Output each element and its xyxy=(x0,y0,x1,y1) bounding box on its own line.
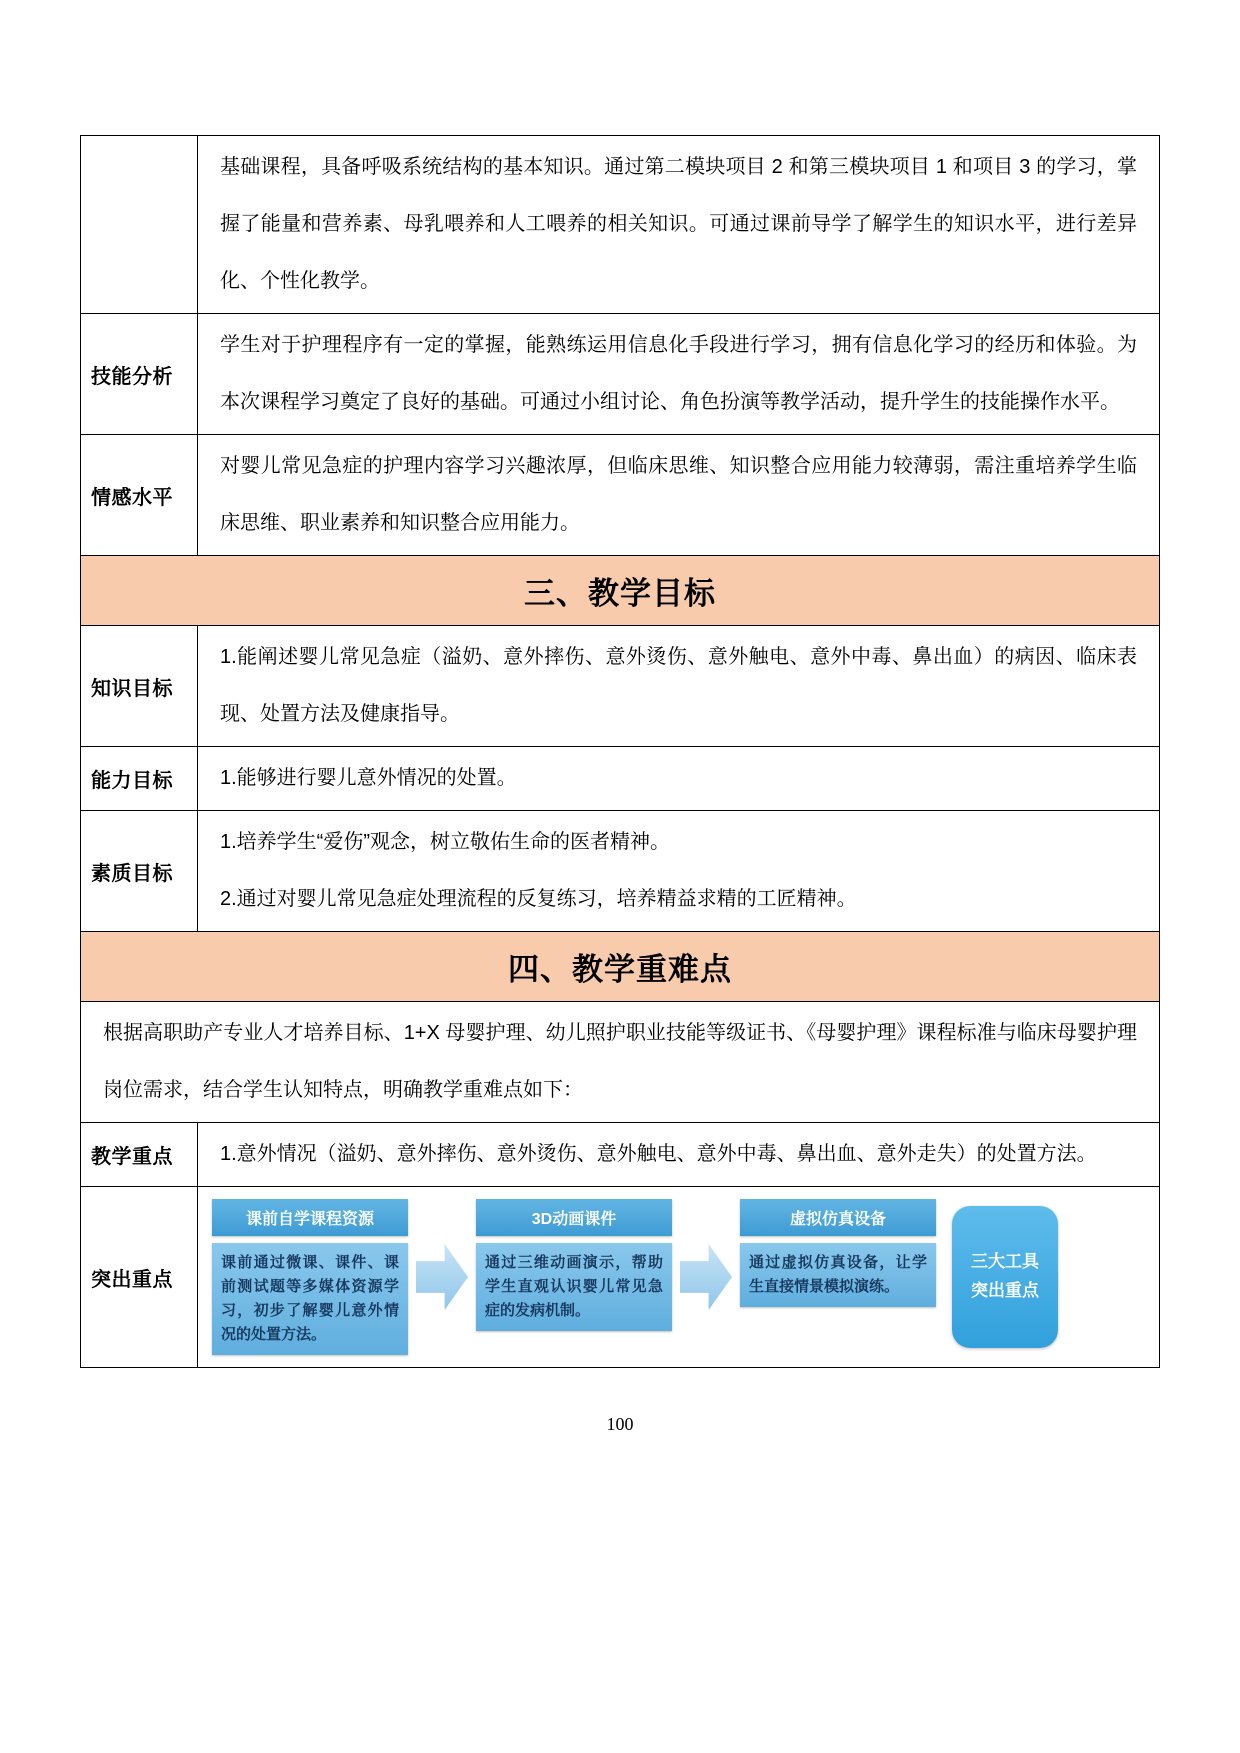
skill-analysis-text: 学生对于护理程序有一定的掌握，能熟练运用信息化手段进行学习，拥有信息化学习的经历和体验。为本次课程学习奠定了良好的基础。可通过小组讨论、角色扮演等教学活动，提升学生的技能操作水平。 xyxy=(198,314,1160,435)
three-tools-badge xyxy=(952,1206,1058,1348)
table-row-section4-header xyxy=(81,932,1160,1002)
row-label-highlight-key-point: 突出重点 xyxy=(81,1187,198,1368)
quality-goal-line-2: 2.通过对婴儿常见急症处理流程的反复练习，培养精益求精的工匠精神。 xyxy=(220,888,857,910)
section4-title: 四、教学重难点 xyxy=(81,932,1160,1002)
table-row-section3-header xyxy=(81,556,1160,626)
teaching-key-point-text: 1.意外情况（溢奶、意外摔伤、意外烫伤、意外触电、意外中毒、鼻出血、意外走失）的处置方法。 xyxy=(198,1123,1160,1187)
table-row-knowledge-goal xyxy=(81,626,1160,747)
lesson-plan-table xyxy=(80,135,1160,1368)
arrow-right-icon xyxy=(680,1244,732,1310)
three-tools-diagram xyxy=(212,1199,1145,1355)
knowledge-basis-text: 基础课程，具备呼吸系统结构的基本知识。通过第二模块项目 2 和第三模块项目 1 和项目 3 的学习，掌握了能量和营养素、母乳喂养和人工喂养的相关知识。可通过课前导学了解学生的知识水平，进行差异化、个性化教学。 xyxy=(198,136,1160,314)
row-label-empty xyxy=(81,136,198,314)
table-row-highlight-key-point xyxy=(81,1187,1160,1368)
badge-line-1: 三大工具 xyxy=(971,1252,1039,1272)
highlight-diagram-cell xyxy=(198,1187,1160,1368)
diagram-step-1 xyxy=(212,1199,408,1355)
table-row-quality-goal xyxy=(81,811,1160,932)
ability-goal-text: 1.能够进行婴儿意外情况的处置。 xyxy=(198,747,1160,811)
diagram-step-2-header: 3D动画课件 xyxy=(476,1199,672,1236)
section3-title: 三、教学目标 xyxy=(81,556,1160,626)
row-label-skill-analysis: 技能分析 xyxy=(81,314,198,435)
diagram-step-3-header: 虚拟仿真设备 xyxy=(740,1199,936,1236)
table-row-ability-goal xyxy=(81,747,1160,811)
row-label-quality-goal: 素质目标 xyxy=(81,811,198,932)
diagram-step-1-body: 课前通过微课、课件、课前测试题等多媒体资源学习，初步了解婴儿意外情况的处置方法。 xyxy=(212,1243,408,1355)
row-label-ability-goal: 能力目标 xyxy=(81,747,198,811)
row-label-emotion-level: 情感水平 xyxy=(81,435,198,556)
row-label-knowledge-goal: 知识目标 xyxy=(81,626,198,747)
table-row-emotion-level xyxy=(81,435,1160,556)
table-row-teaching-key-point xyxy=(81,1123,1160,1187)
diagram-step-3 xyxy=(740,1199,936,1355)
page-number: 100 xyxy=(606,1414,634,1434)
diagram-step-2-body: 通过三维动画演示，帮助学生直观认识婴儿常见急症的发病机制。 xyxy=(476,1243,672,1331)
section4-intro-text: 根据高职助产专业人才培养目标、1+X 母婴护理、幼儿照护职业技能等级证书、《母婴护理》课程标准与临床母婴护理岗位需求，结合学生认知特点，明确教学重难点如下： xyxy=(81,1002,1160,1123)
knowledge-goal-text: 1.能阐述婴儿常见急症（溢奶、意外摔伤、意外烫伤、意外触电、意外中毒、鼻出血）的病因、临床表现、处置方法及健康指导。 xyxy=(198,626,1160,747)
arrow-right-icon xyxy=(416,1244,468,1310)
badge-line-2: 突出重点 xyxy=(971,1281,1039,1300)
table-row-skill-analysis xyxy=(81,314,1160,435)
diagram-step-2 xyxy=(476,1199,672,1355)
diagram-step-3-body: 通过虚拟仿真设备，让学生直接情景模拟演练。 xyxy=(740,1243,936,1307)
diagram-step-1-header: 课前自学课程资源 xyxy=(212,1199,408,1236)
quality-goal-line-1: 1.培养学生“爱伤”观念，树立敬佑生命的医者精神。 xyxy=(220,831,670,853)
table-row-section4-intro xyxy=(81,1002,1160,1123)
row-label-teaching-key-point: 教学重点 xyxy=(81,1123,198,1187)
table-row-knowledge-basis xyxy=(81,136,1160,314)
emotion-level-text: 对婴儿常见急症的护理内容学习兴趣浓厚，但临床思维、知识整合应用能力较薄弱，需注重培养学生临床思维、职业素养和知识整合应用能力。 xyxy=(198,435,1160,556)
quality-goal-text xyxy=(198,811,1160,932)
